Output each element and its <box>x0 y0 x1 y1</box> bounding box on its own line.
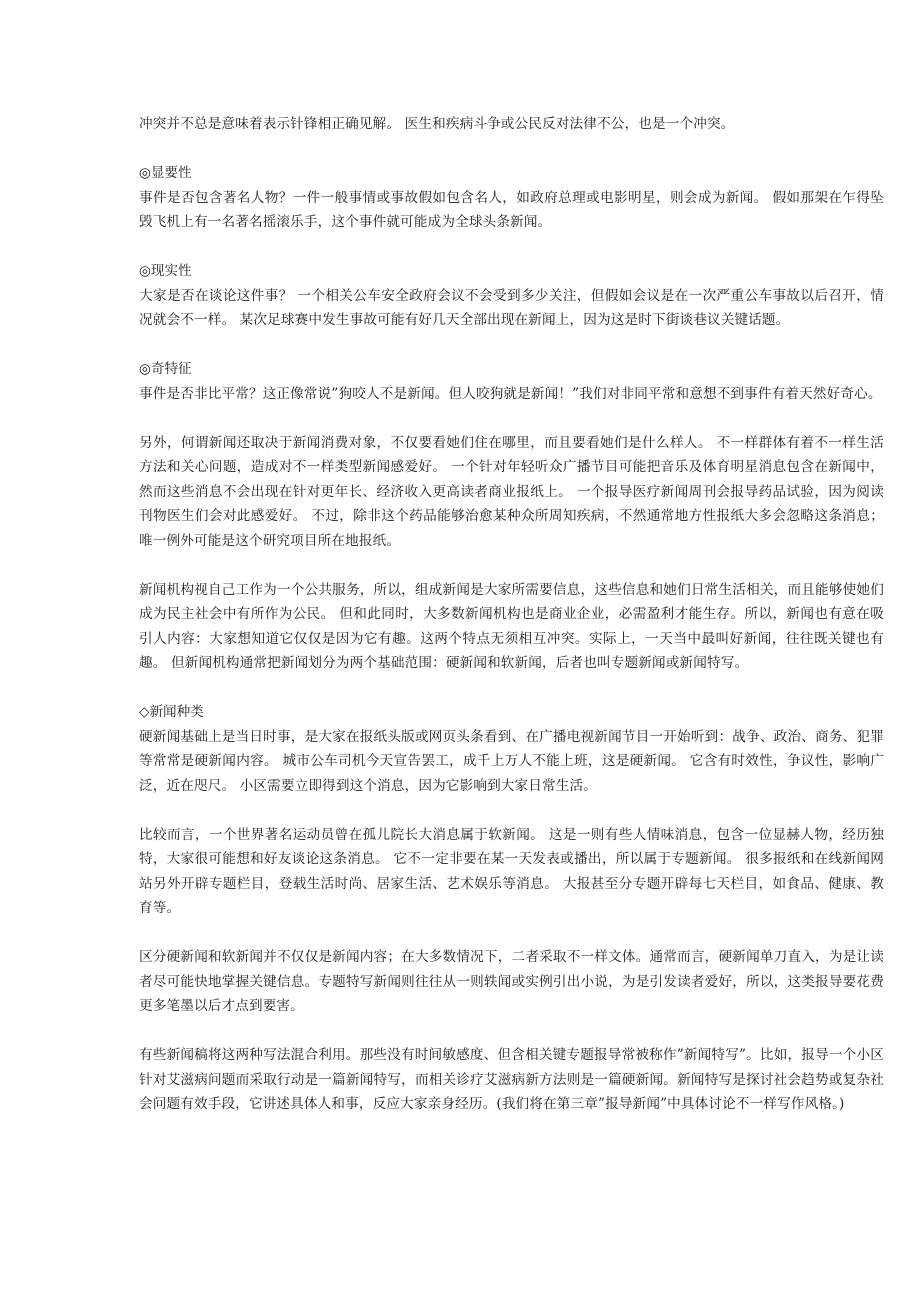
heading-currency: ◎现实性 <box>139 263 192 279</box>
paragraph-hard-news: 硬新闻基础上是当日时事，是大家在报纸头版或网页头条看到、在广播电视新闻节目一开始听到：战争、政治、商务、犯罪等常常是硬新闻内容。 城市公车司机今天宣告罢工，成千上万人不能上班，这是硬新闻。 它含有时效性，争议性，影响广泛，近在咫尺。 小区需要立即得到这个消息，因为它影响到大家日常生活。 <box>139 728 884 794</box>
document-body <box>139 112 884 1117</box>
paragraph-prominence: 事件是否包含著名人物？一件一般事情或事故假如包含名人，如政府总理或电影明星，则会成为新闻。 假如那架在乍得坠毁飞机上有一名著名摇滚乐手，这个事件就可能成为全球头条新闻。 <box>139 189 884 230</box>
paragraph-style-difference: 区分硬新闻和软新闻并不仅仅是新闻内容；在大多数情况下，二者采取不一样文体。通常而言，硬新闻单刀直入，为是让读者尽可能快地掌握关键信息。专题特写新闻则往往从一则轶闻或实例引出小说，为是引发读者爱好，所以，这类报导要花费更多笔墨以后才点到要害。 <box>139 949 884 1014</box>
heading-news-types: ◇新闻种类 <box>139 704 204 720</box>
paragraph-news-feature: 有些新闻稿将这两种写法混合利用。那些没有时间敏感度、但含相关键专题报导常被称作”新闻特写”。比如，报导一个小区针对艾滋病问题而采取行动是一篇新闻特写，而相关诊疗艾滋病新方法则是一篇硬新闻。新闻特写是探讨社会趋势或复杂社会问题有效手段，它讲述具体人和事，反应大家亲身经历。(我们将在第三章”报导新闻”中具体讨论不一样写作风格。) <box>139 1047 884 1112</box>
paragraph-audience: 另外，何谓新闻还取决于新闻消费对象，不仅要看她们住在哪里，而且要看她们是什么样人。 不一样群体有着不一样生活方法和关心问题，造成对不一样类型新闻感爱好。 一个针对年轻听众广播节目可能把音乐及体育明星消息包含在新闻中，然而这些消息不会出现在针对更年长、经济收入更高读者商业报纸上。 一个报导医疗新闻周刊会报导药品试验，因为阅读刊物医生们会对此感爱好。 不过，除非这个药品能够治愈某种众所周知疾病，不然通常地方性报纸大多会忽略这条消息；唯一例外可能是这个研究项目所在地报纸。 <box>139 434 884 549</box>
paragraph-soft-news: 比较而言，一个世界著名运动员曾在孤儿院长大消息属于软新闻。 这是一则有些人情味消息，包含一位显赫人物，经历独特，大家很可能想和好友谈论这条消息。 它不一定非要在某一天发表或播出，所以属于专题新闻。 很多报纸和在线新闻网站另外开辟专题栏目，登载生活时尚、居家生活、艺术娱乐等消息。 大报甚至分专题开辟每七天栏目，如食品、健康、教育等。 <box>139 826 884 916</box>
paragraph-currency: 大家是否在谈论这件事？ 一个相关公车安全政府会议不会受到多少关注，但假如会议是在一次严重公车事故以后召开，情况就会不一样。 某次足球赛中发生事故可能有好几天全部出现在新闻上，因为这是时下街谈巷议关键话题。 <box>139 287 884 328</box>
paragraph-conflict: 冲突并不总是意味着表示针锋相正确见解。 医生和疾病斗争或公民反对法律不公，也是一个冲突。 <box>139 116 735 132</box>
heading-prominence: ◎显要性 <box>139 165 192 181</box>
paragraph-public-service: 新闻机构视自己工作为一个公共服务，所以，组成新闻是大家所需要信息，这些信息和她们日常生活相关，而且能够使她们成为民主社会中有所作为公民。 但和此同时，大多数新闻机构也是商业企业，必需盈利才能生存。所以，新闻也有意在吸引人内容：大家想知道它仅仅是因为它有趣。这两个特点无须相互冲突。实际上，一天当中最叫好新闻，往往既关键也有趣。 但新闻机构通常把新闻划分为两个基础范围：硬新闻和软新闻，后者也叫专题新闻或新闻特写。 <box>139 581 884 671</box>
heading-oddity: ◎奇特征 <box>139 361 192 377</box>
paragraph-oddity: 事件是否非比平常？这正像常说”狗咬人不是新闻。但人咬狗就是新闻！”我们对非同平常和意想不到事件有着天然好奇心。 <box>139 385 882 402</box>
